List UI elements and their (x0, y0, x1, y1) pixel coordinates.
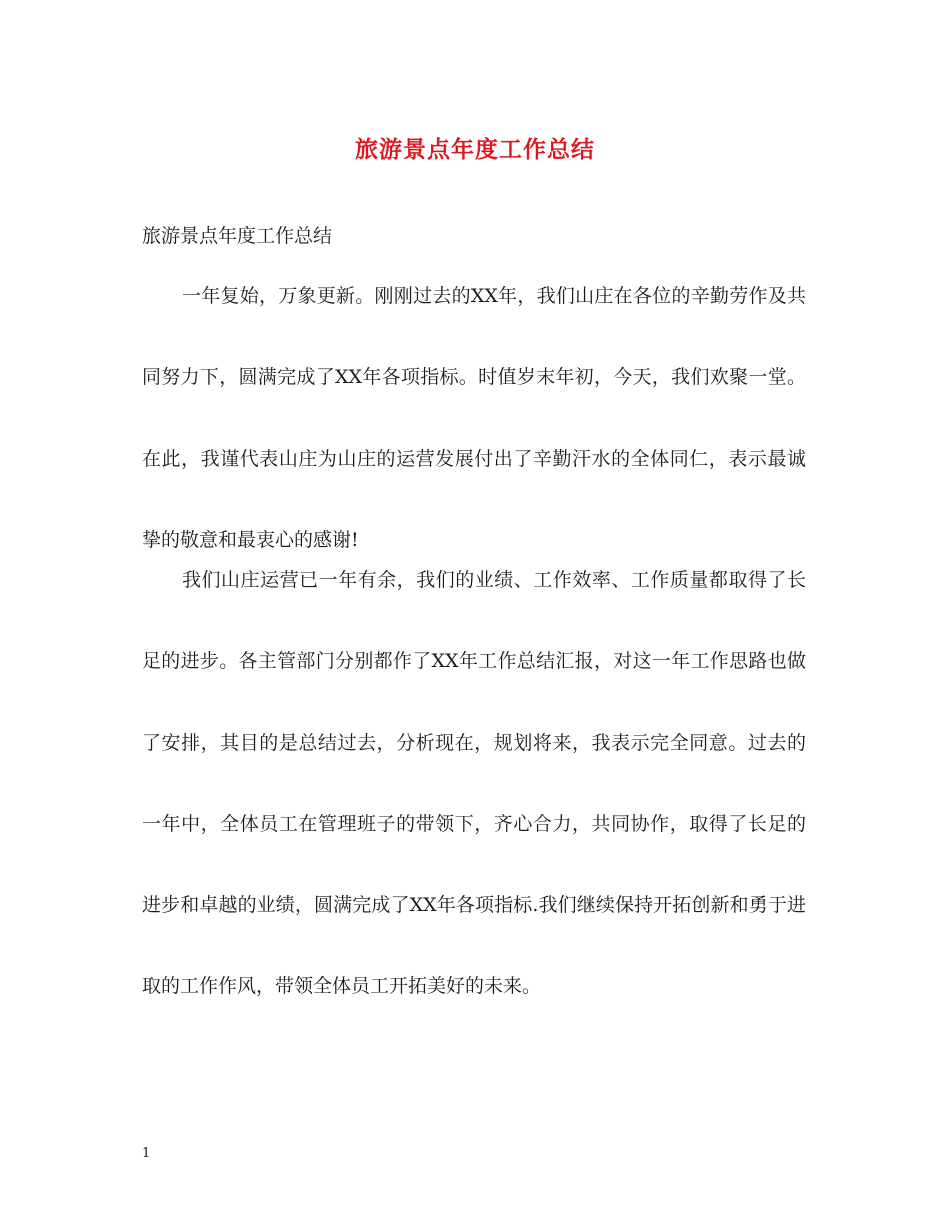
paragraph-1: 一年复始，万象更新。刚刚过去的XX年，我们山庄在各位的辛勤劳作及共同努力下，圆满完成了XX年各项指标。时值岁末年初，今天，我们欢聚一堂。在此，我谨代表山庄为山庄的运营发展付出了辛勤汗水的全体同仁，表示最诚挚的敬意和最衷心的感谢! (142, 285, 806, 551)
paragraph-2: 我们山庄运营已一年有余，我们的业绩、工作效率、工作质量都取得了长足的进步。各主管部门分别都作了XX年工作总结汇报，对这一年工作思路也做了安排，其目的是总结过去，分析现在，规划将来，我表示完全同意。过去的一年中，全体员工在管理班子的带领下，齐心合力，共同协作，取得了长足的进步和卓越的业绩，圆满完成了XX年各项指标.我们继续保持开拓创新和勇于进取的工作作风，带领全体员工开拓美好的未来。 (142, 569, 806, 998)
document-title: 旅游景点年度工作总结 (355, 136, 595, 163)
page-number: 1 (142, 1146, 151, 1161)
document-subtitle: 旅游景点年度工作总结 (142, 225, 333, 247)
